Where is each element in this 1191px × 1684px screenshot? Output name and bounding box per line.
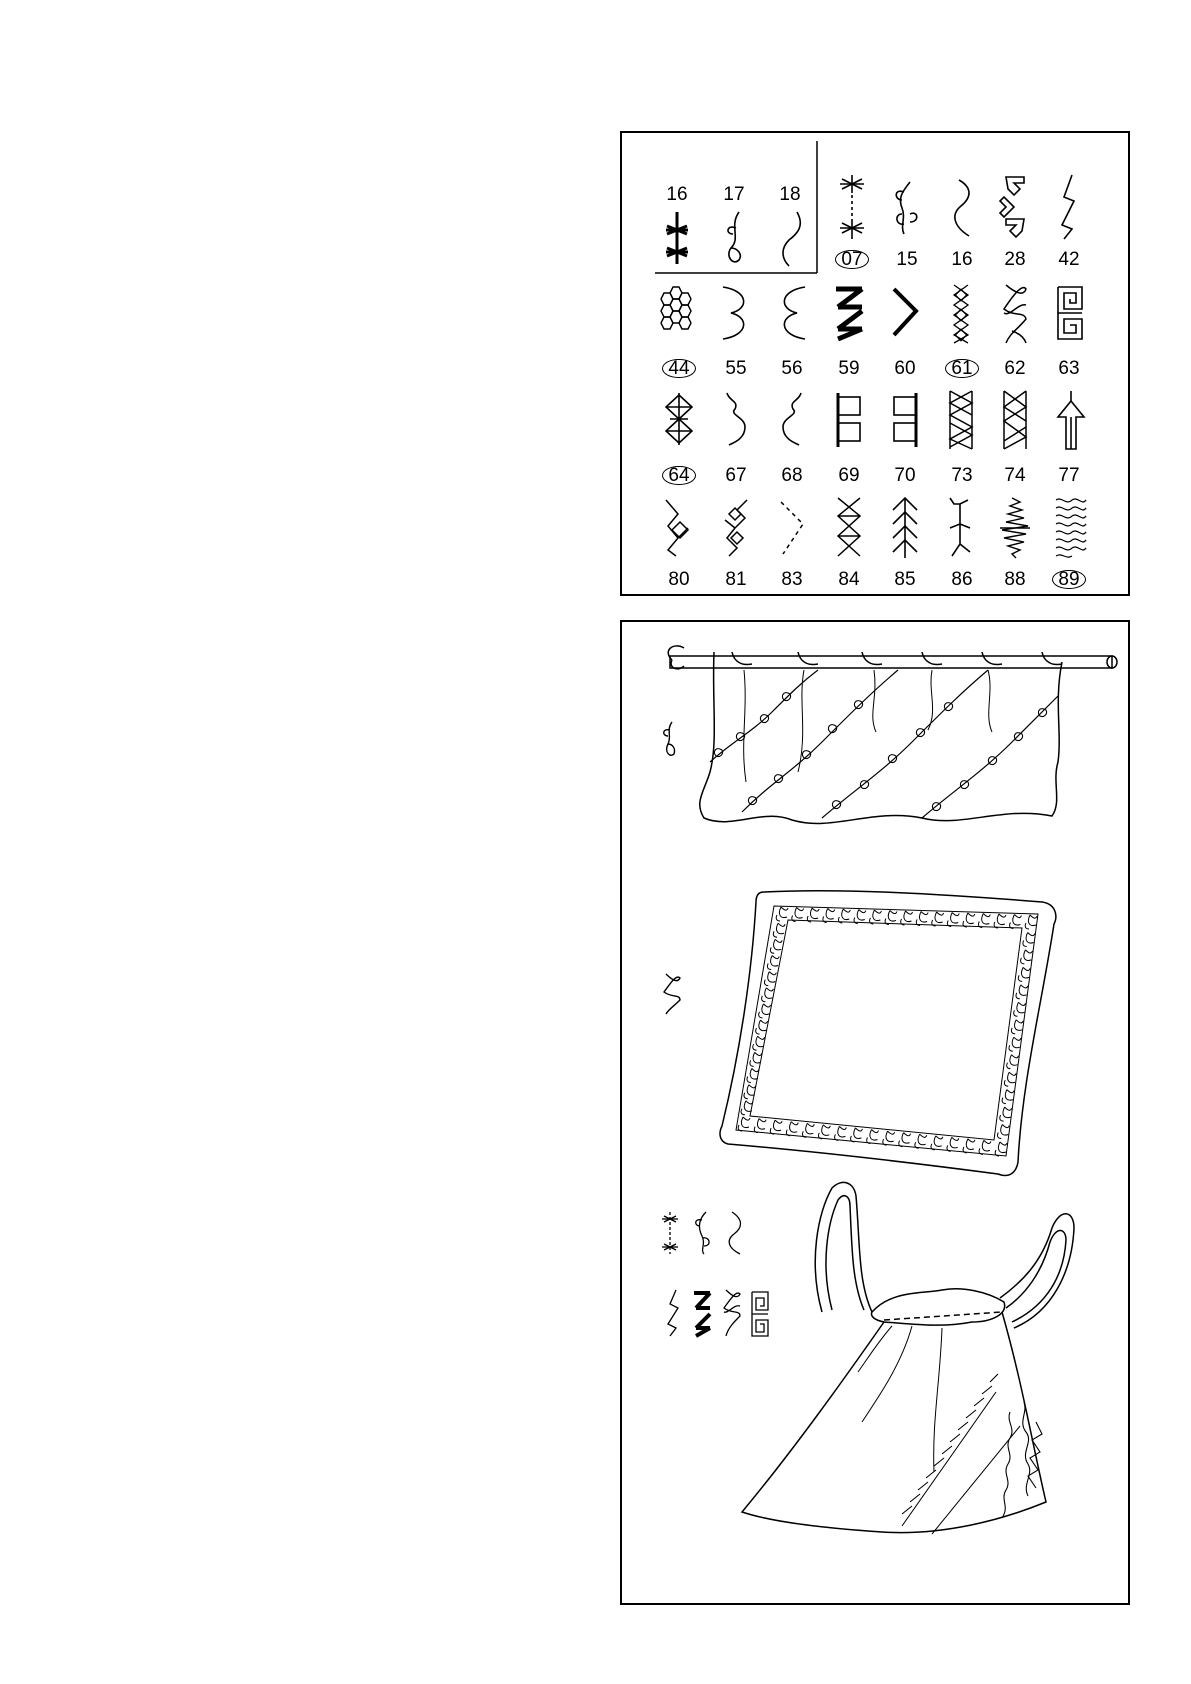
stitch-number-16: 16 [951, 249, 973, 270]
bag-illustration [742, 1182, 1074, 1534]
feather-icon [888, 496, 922, 560]
ladder-left-icon [832, 391, 866, 449]
stitch-number-07: 07 [835, 250, 868, 269]
satin-zigzag-icon [832, 285, 866, 341]
napkin-border-motif [901, 911, 913, 925]
napkin-border-motif [979, 1140, 991, 1154]
bow-icon [998, 283, 1032, 345]
napkin-border-motif [947, 913, 959, 927]
napkin-border-motif [997, 1125, 1009, 1139]
scallop-left-icon [775, 285, 809, 341]
inset-number-16: 16 [666, 184, 688, 205]
honeycomb-icon [659, 285, 699, 341]
wave-icon [945, 178, 979, 238]
wave-icon [775, 208, 805, 268]
napkin-border-motif [1007, 1055, 1019, 1069]
napkin-border-motif [770, 939, 782, 953]
curtain-leaf-stitches [714, 693, 1046, 811]
napkin-border-motif [885, 911, 897, 925]
napkin-border-motif [963, 1139, 975, 1153]
stitch-number-86: 86 [951, 569, 973, 590]
napkin-border-motif [823, 909, 835, 923]
napkin-border-motif [786, 1122, 798, 1136]
leaf-vine-icon [890, 178, 924, 238]
stitch-number-44: 44 [662, 359, 695, 378]
cross-stitch-bold-icon [662, 208, 692, 268]
stitch-number-56: 56 [781, 358, 803, 379]
wave-icon [729, 1212, 740, 1254]
napkin-border-motif [1011, 1020, 1023, 1034]
stitch-number-67: 67 [725, 465, 747, 486]
stitch-number-73: 73 [951, 465, 973, 486]
napkin-border-motif [932, 912, 944, 926]
napkin-border-motif [1021, 950, 1033, 964]
stitch-number-74: 74 [1004, 465, 1026, 486]
napkin-border-motif [1014, 1002, 1026, 1016]
inset-number-18: 18 [779, 184, 801, 205]
leaf-vine-icon [696, 1212, 709, 1254]
napkin-border-motif [995, 1142, 1007, 1156]
napkin-border-motif [899, 1133, 911, 1147]
zigzag-band-alt-icon [998, 389, 1032, 451]
napkin-border-motif [883, 1131, 895, 1145]
knot-icon [944, 283, 978, 345]
cross-stitch-icon [662, 1212, 678, 1254]
napkin-border-motif [854, 910, 866, 924]
bow-icon [724, 1290, 740, 1336]
leaf-vine-icon [719, 208, 749, 268]
stitch-number-28: 28 [1004, 249, 1026, 270]
project-illustrations-panel [620, 620, 1130, 1605]
stitch-number-68: 68 [781, 465, 803, 486]
napkin-border-motif [1010, 915, 1022, 929]
stitch-number-84: 84 [838, 569, 860, 590]
napkin-border-motif [1009, 1037, 1021, 1051]
napkin-border-motif [770, 1120, 782, 1134]
napkin-border-motif [915, 1134, 927, 1148]
napkin-border-motif [756, 1020, 768, 1034]
stitch-number-85: 85 [894, 569, 916, 590]
napkin-border-motif [851, 1128, 863, 1142]
napkin-border-motif [867, 1130, 879, 1144]
stitch-number-60: 60 [894, 358, 916, 379]
stitch-number-61: 61 [945, 359, 978, 378]
napkin-border-motif [1000, 1107, 1012, 1121]
stitch-number-69: 69 [838, 465, 860, 486]
napkin-border-motif [759, 1004, 771, 1018]
napkin-border-motif [931, 1136, 943, 1150]
napkin-border-motif [838, 909, 850, 923]
stitch-number-15: 15 [896, 249, 918, 270]
curl-right-icon [719, 391, 753, 447]
napkin-border-motif [963, 913, 975, 927]
project-drawings [622, 622, 1128, 1603]
branch-icon [944, 496, 978, 560]
napkin-border-motif [738, 1117, 750, 1131]
napkin-border-motif [773, 923, 785, 937]
satin-zigzag-icon [694, 1293, 710, 1336]
diamond-zigzag-icon [662, 498, 696, 558]
napkin-border-motif [776, 907, 788, 921]
curl-left-icon [775, 391, 809, 447]
inset-number-17: 17 [723, 184, 745, 205]
stitch-number-63: 63 [1058, 358, 1080, 379]
napkin-border-motif [916, 912, 928, 926]
stitch-number-70: 70 [894, 465, 916, 486]
greek-key-icon [752, 1292, 768, 1336]
napkin-border-motif [764, 972, 776, 986]
diamond-zigzag-alt-icon [719, 498, 753, 558]
curtain-illustration [668, 646, 1117, 824]
chevron-blocks-icon [998, 173, 1032, 241]
stitch-number-64: 64 [662, 466, 695, 485]
lightning-icon [668, 1290, 678, 1336]
napkin-border-motif [947, 1137, 959, 1151]
napkin-border-motif [978, 914, 990, 928]
napkin-border-motif [1018, 967, 1030, 981]
ladder-right-icon [888, 391, 922, 449]
napkin-border-motif [1016, 985, 1028, 999]
arrow-up-icon [1054, 389, 1088, 451]
napkin-border-motif [762, 988, 774, 1002]
fill-pattern-icon [1052, 496, 1090, 560]
stitch-number-77: 77 [1058, 465, 1080, 486]
stitch-number-89: 89 [1052, 570, 1085, 589]
napkin-border-motif [1025, 915, 1037, 929]
stitch-number-55: 55 [725, 358, 747, 379]
stitch-number-62: 62 [1004, 358, 1026, 379]
stitch-number-42: 42 [1058, 249, 1080, 270]
napkin-border-motif [835, 1126, 847, 1140]
zigzag-band-icon [944, 389, 978, 451]
napkin-border-motif [818, 1125, 830, 1139]
napkin-border-motif [1002, 1090, 1014, 1104]
napkin-border-motif [1004, 1072, 1016, 1086]
stitch-number-80: 80 [668, 569, 690, 590]
stitch-number-81: 81 [725, 569, 747, 590]
napkin-border-motif [870, 910, 882, 924]
napkin-border-motif [792, 908, 804, 922]
spiky-icon [998, 496, 1032, 560]
napkin-border-motif [802, 1123, 814, 1137]
stitch-chart-panel [620, 131, 1130, 596]
napkin-border-motif [1023, 933, 1035, 947]
napkin-border-motif [807, 908, 819, 922]
lightning-icon [1054, 173, 1084, 241]
diamond-chain-icon [662, 391, 696, 447]
stitch-number-59: 59 [838, 358, 860, 379]
napkin-border-motif [754, 1119, 766, 1133]
napkin-border-motif [994, 914, 1006, 928]
scallop-right-icon [719, 285, 753, 341]
satin-chevron-icon [888, 285, 922, 341]
napkin-border-motif [767, 956, 779, 970]
bow-icon [664, 974, 680, 1014]
dashed-chevron-icon [775, 498, 809, 558]
greek-key-icon [1054, 285, 1088, 341]
stitch-number-83: 83 [781, 569, 803, 590]
cross-chain-icon [832, 496, 866, 560]
stitch-number-88: 88 [1004, 569, 1026, 590]
leaf-vine-icon [664, 722, 675, 755]
cross-stitch-icon [835, 173, 869, 243]
